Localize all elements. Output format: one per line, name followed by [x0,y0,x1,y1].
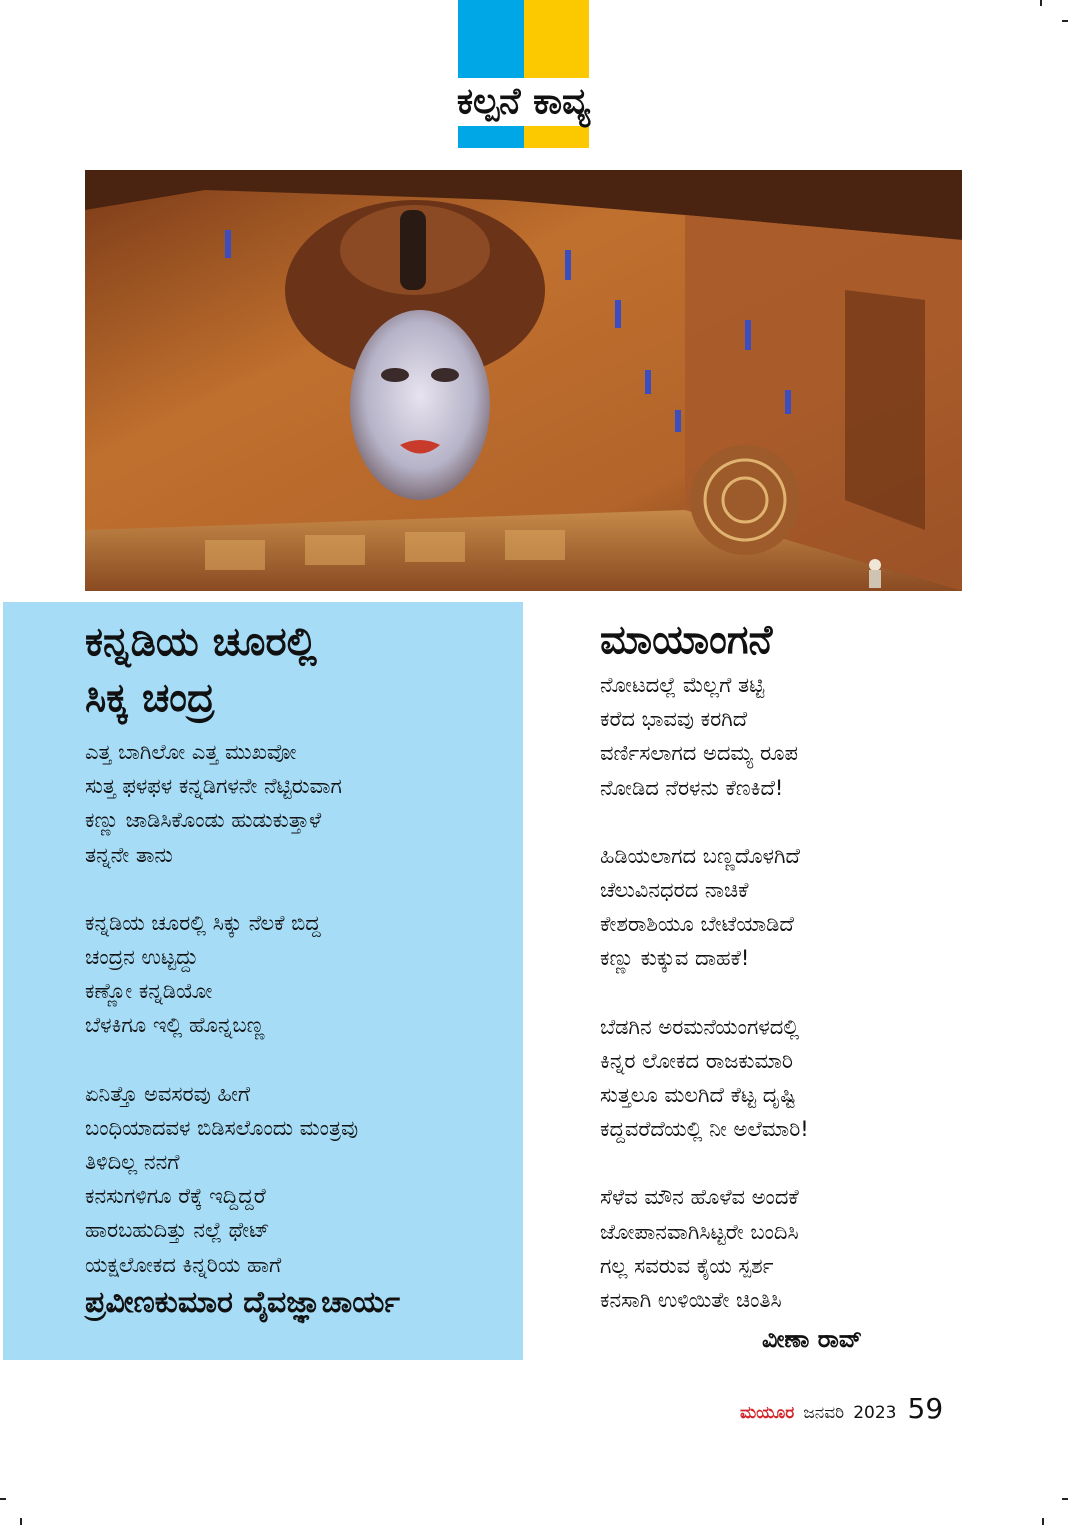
poem-line: ಬೆಡಗಿನ ಅರಮನೆಯಂಗಳದಲ್ಲಿ [600,1014,800,1039]
stanza [85,906,515,1043]
poem-line: ಕಿನ್ನರ ಲೋಕದ ರಾಜಕುಮಾರಿ [600,1048,793,1073]
left-poem-title-line: ಕನ್ನಡಿಯ ಚೂರಲ್ಲಿ [85,619,317,665]
poem-line: ಯಕ್ಷಲೋಕದ ಕಿನ್ನರಿಯ ಹಾಗೆ [85,1252,282,1277]
photo-icon [85,170,962,591]
crop-mark [1040,0,1042,6]
logo-blue-block [458,0,524,78]
poem-line: ಜೋಪಾನವಾಗಿಸಿಟ್ಟರೇ ಬಂದಿಸಿ [600,1219,799,1244]
poem-line: ಏನಿತ್ತೊ ಅವಸರವು ಹೀಗೆ [85,1081,251,1106]
section-logo [458,0,589,148]
crop-mark [1062,1498,1068,1500]
poem-line: ಹಾರಬಹುದಿತ್ತು ನಲ್ಲೆ ಥೇಟ್ [85,1218,270,1243]
poem-line: ತನ್ನನೇ ತಾನು [85,842,173,867]
section-title: ಕಲ್ಪನೆ ಕಾವ್ಯ [456,81,591,122]
poem-line: ಎತ್ತ ಬಾಗಿಲೋ ಎತ್ತ ಮುಖವೋ [85,740,297,764]
stanza [600,668,1000,805]
left-poem-title [85,614,505,726]
poem-line: ಕದ್ದವರೆದೆಯಲ್ಲಿ ನೀ ಅಲೆಮಾರಿ! [600,1117,809,1142]
issue-year: 2023 [853,1403,897,1423]
right-poem-title: ಮಾಯಾಂಗನೆ [600,617,773,663]
crop-mark [1042,1518,1044,1525]
crop-mark [1062,20,1068,22]
hero-image [85,170,962,591]
poem-line: ನೋಟದಲ್ಲೆ ಮೆಲ್ಲಗೆ ತಟ್ಟಿ [600,673,765,697]
poem-line: ತಿಳಿದಿಲ್ಲ ನನಗೆ [85,1150,180,1175]
poem-line: ಕಣ್ಣು ಕುಕ್ಕುವ ದಾಹಕೆ! [600,946,750,971]
poem-line: ನೋಡಿದ ನೆರಳನು ಕೆಣಕಿದೆ! [600,775,784,800]
poem-line: ಬೆಳಕಿಗೂ ಇಲ್ಲಿ ಹೊನ್ನಬಣ್ಣ [85,1013,265,1038]
poem-line: ಸುತ್ತ ಫಳಫಳ ಕನ್ನಡಿಗಳನೇ ನೆಟ್ಟಿರುವಾಗ [85,774,342,799]
poem-line: ಕರೆದ ಭಾವವು ಕರಗಿದೆ [600,707,748,732]
left-poem-author: ಪ್ರವೀಣಕುಮಾರ ದೈವಜ್ಞಾಚಾರ್ಯ [85,1285,400,1320]
stanza [600,1180,1000,1317]
poem-line: ಗಲ್ಲ ಸವರುವ ಕೈಯ ಸ್ಪರ್ಶ [600,1253,774,1278]
right-poem-body [600,668,1000,1351]
poem-line: ಚೆಲುವಿನಧರದ ನಾಚಿಕೆ [600,878,749,903]
poem-line: ಕಣ್ಣು ಜಾಡಿಸಿಕೊಂಡು ಹುಡುಕುತ್ತಾಳೆ [85,808,322,833]
logo-yellow-block [524,0,589,78]
poem-line: ಹಿಡಿಯಲಾಗದ ಬಣ್ಣದೊಳಗಿದೆ [600,843,800,868]
poem-line: ಕನ್ನಡಿಯ ಚೂರಲ್ಲಿ ಸಿಕ್ಕು ನೆಲಕೆ ಬಿದ್ದ [85,910,321,935]
logo-blue-strip [458,126,524,148]
poem-line: ಸುತ್ತಲೂ ಮಲಗಿದೆ ಕೆಟ್ಟ ದೃಷ್ಟಿ [600,1083,796,1108]
page-number: 59 [907,1392,944,1425]
magazine-brand: ಮಯೂರ [740,1403,795,1423]
poem-line: ವರ್ಣಿಸಲಾಗದ ಅದಮ್ಯ ರೂಪ [600,741,798,766]
left-poem-title-line: ಸಿಕ್ಕ ಚಂದ್ರ [85,675,215,721]
stanza [600,839,1000,976]
poem-line: ಕೇಶರಾಶಿಯೂ ಬೇಟೆಯಾಡಿದೆ [600,912,794,937]
poem-line: ಬಂಧಿಯಾದವಳ ಬಿಡಿಸಲೊಂದು ಮಂತ್ರವು [85,1115,359,1140]
stanza [85,1077,515,1282]
logo-yellow-strip [524,126,589,148]
left-poem-body [85,735,515,1316]
poem-line: ಚಂದ್ರನ ಉಟ್ಟದ್ದು [85,945,199,970]
crop-mark [0,1498,6,1500]
crop-mark [20,1518,22,1525]
issue-month: ಜನವರಿ [803,1403,845,1423]
poem-line: ಕಣ್ಣೋ ಕನ್ನಡಿಯೋ [85,979,213,1004]
right-poem-author: ವೀಣಾ ರಾವ್ [762,1325,863,1353]
poem-line: ಕನಸಾಗಿ ಉಳಿಯಿತೇ ಚಿಂತಿಸಿ [600,1288,782,1313]
page-footer [740,1392,943,1425]
stanza [85,735,515,872]
poem-line: ಕನಸುಗಳಿಗೂ ರೆಕ್ಕೆ ಇದ್ದಿದ್ದರೆ [85,1184,266,1209]
stanza [600,1010,1000,1147]
poem-line: ಸೆಳೆವ ಮೌನ ಹೊಳೆವ ಅಂದಕೆ [600,1185,799,1210]
